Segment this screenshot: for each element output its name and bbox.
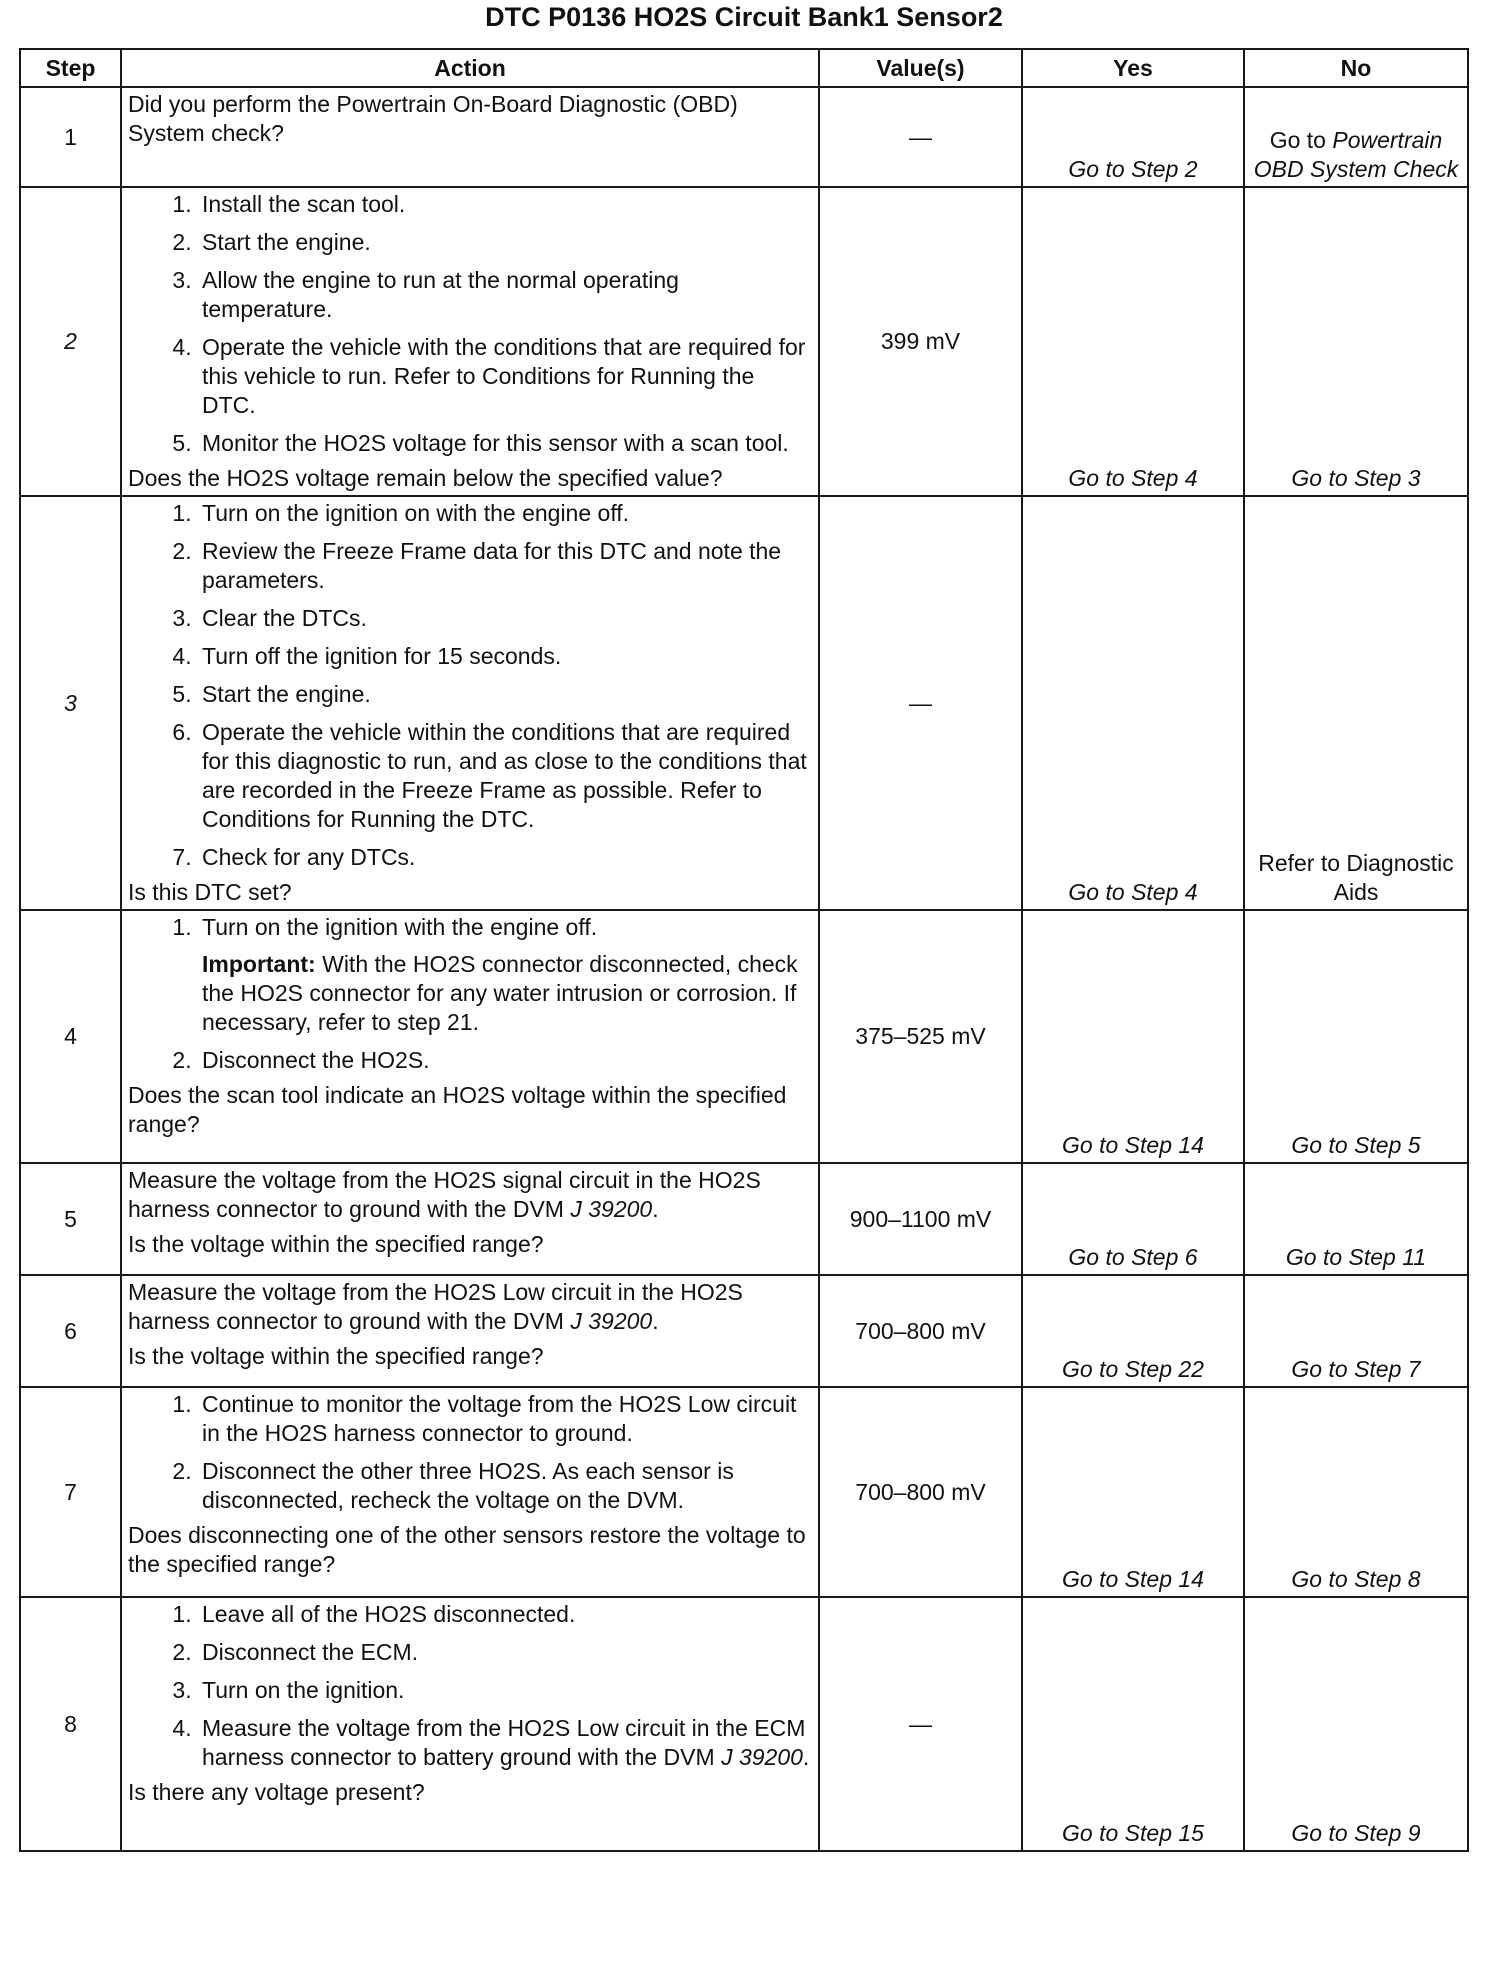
list-item-end: . <box>802 1744 810 1770</box>
yes-cell: Go to Step 22 <box>1022 1275 1244 1387</box>
header-step: Step <box>20 49 121 87</box>
no-cell <box>1244 87 1468 187</box>
instruction-list <box>128 190 812 458</box>
list-item: 3. Clear the DTCs. <box>198 604 812 633</box>
value-cell: 399 mV <box>819 187 1022 496</box>
yes-cell: Go to Step 15 <box>1022 1597 1244 1851</box>
action-cell <box>121 910 819 1163</box>
yes-cell: Go to Step 4 <box>1022 496 1244 910</box>
step-number: 2 <box>20 187 121 496</box>
instruction-list <box>128 1390 812 1515</box>
action-text-end: . <box>652 1308 659 1334</box>
diagnostic-table <box>19 48 1469 1852</box>
header-no: No <box>1244 49 1468 87</box>
tool-number: J 39200 <box>721 1744 803 1770</box>
yes-cell: Go to Step 2 <box>1022 87 1244 187</box>
action-cell <box>121 1163 819 1275</box>
question-text: Does the HO2S voltage remain below the specified value? <box>128 465 723 491</box>
action-cell <box>121 1387 819 1597</box>
question-text: Is the voltage within the specified range? <box>128 1343 544 1369</box>
step-number: 7 <box>20 1387 121 1597</box>
list-item: 7. Check for any DTCs. <box>198 843 812 872</box>
action-cell <box>121 1597 819 1851</box>
table-row <box>20 87 1468 187</box>
step-number: 8 <box>20 1597 121 1851</box>
tool-number: J 39200 <box>570 1196 653 1222</box>
list-item: 6. Operate the vehicle within the conditions that are required for this diagnostic to run, and as close to the conditions that are recorded in the Freeze Frame as possible. Refer to Conditions for Running the DTC. <box>198 718 812 834</box>
no-cell: Go to Step 8 <box>1244 1387 1468 1597</box>
list-item: 5. Monitor the HO2S voltage for this sensor with a scan tool. <box>198 429 812 458</box>
action-text: Did you perform the Powertrain On-Board Diagnostic (OBD) System check? <box>128 91 738 146</box>
list-item: 2. Disconnect the ECM. <box>198 1638 812 1667</box>
list-item: 5. Start the engine. <box>198 680 812 709</box>
question-text: Is this DTC set? <box>128 879 292 905</box>
yes-cell: Go to Step 6 <box>1022 1163 1244 1275</box>
action-cell <box>121 87 819 187</box>
value-cell: 375–525 mV <box>819 910 1022 1163</box>
action-text <box>128 1278 812 1336</box>
list-item: 4. Turn off the ignition for 15 seconds. <box>198 642 812 671</box>
table-row <box>20 496 1468 910</box>
instruction-list <box>128 1600 812 1772</box>
list-item: 2. Start the engine. <box>198 228 812 257</box>
list-item: 4. Operate the vehicle with the conditions that are required for this vehicle to run. Refer to Conditions for Running the DTC. <box>198 333 812 420</box>
tool-number: J 39200 <box>570 1308 653 1334</box>
list-item: 2. Review the Freeze Frame data for this DTC and note the parameters. <box>198 537 812 595</box>
no-text: Go to <box>1269 127 1333 153</box>
step-number: 4 <box>20 910 121 1163</box>
list-item: 1. Turn on the ignition on with the engine off. <box>198 499 812 528</box>
no-cell: Go to Step 3 <box>1244 187 1468 496</box>
value-cell: — <box>819 1597 1022 1851</box>
instruction-list <box>128 913 812 1075</box>
value-cell: 700–800 mV <box>819 1275 1022 1387</box>
no-cell: Go to Step 9 <box>1244 1597 1468 1851</box>
step-number: 1 <box>20 87 121 187</box>
question-text: Does disconnecting one of the other sensors restore the voltage to the specified range? <box>128 1522 806 1577</box>
header-row <box>20 49 1468 87</box>
table-row <box>20 1275 1468 1387</box>
table-row <box>20 1597 1468 1851</box>
action-cell <box>121 187 819 496</box>
action-text <box>128 1166 812 1224</box>
header-action: Action <box>121 49 819 87</box>
list-item: 2. Disconnect the HO2S. <box>198 1046 812 1075</box>
value-cell: — <box>819 87 1022 187</box>
list-item <box>198 913 812 1037</box>
value-cell: 700–800 mV <box>819 1387 1022 1597</box>
question-text: Is the voltage within the specified range? <box>128 1231 544 1257</box>
list-item: 1. Leave all of the HO2S disconnected. <box>198 1600 812 1629</box>
no-cell: Go to Step 7 <box>1244 1275 1468 1387</box>
instruction-list <box>128 499 812 872</box>
important-label: Important: <box>202 951 316 977</box>
page-title: DTC P0136 HO2S Circuit Bank1 Sensor2 <box>485 2 1003 32</box>
no-cell: Refer to Diagnostic Aids <box>1244 496 1468 910</box>
action-cell <box>121 1275 819 1387</box>
table-row <box>20 910 1468 1163</box>
list-item: 3. Turn on the ignition. <box>198 1676 812 1705</box>
header-yes: Yes <box>1022 49 1244 87</box>
question-text: Does the scan tool indicate an HO2S voltage within the specified range? <box>128 1082 787 1137</box>
no-cell: Go to Step 11 <box>1244 1163 1468 1275</box>
table-row <box>20 1387 1468 1597</box>
list-item <box>198 1714 812 1772</box>
step-number: 5 <box>20 1163 121 1275</box>
value-cell: 900–1100 mV <box>819 1163 1022 1275</box>
question-text: Is there any voltage present? <box>128 1779 425 1805</box>
list-item-text: Measure the voltage from the HO2S Low circuit in the ECM harness connector to battery ground with the DVM <box>202 1715 806 1770</box>
important-note <box>202 950 812 1037</box>
no-cell: Go to Step 5 <box>1244 910 1468 1163</box>
list-item: 3. Allow the engine to run at the normal operating temperature. <box>198 266 812 324</box>
list-item-text: Turn on the ignition with the engine off. <box>202 914 598 940</box>
yes-cell: Go to Step 14 <box>1022 910 1244 1163</box>
value-cell: — <box>819 496 1022 910</box>
action-text-main: Measure the voltage from the HO2S signal circuit in the HO2S harness connector to ground with the DVM <box>128 1167 761 1222</box>
action-text-end: . <box>652 1196 659 1222</box>
header-value: Value(s) <box>819 49 1022 87</box>
yes-cell: Go to Step 14 <box>1022 1387 1244 1597</box>
yes-cell: Go to Step 4 <box>1022 187 1244 496</box>
action-cell <box>121 496 819 910</box>
list-item: 1. Install the scan tool. <box>198 190 812 219</box>
table-row <box>20 187 1468 496</box>
list-item: 2. Disconnect the other three HO2S. As each sensor is disconnected, recheck the voltage on the DVM. <box>198 1457 812 1515</box>
action-text-main: Measure the voltage from the HO2S Low circuit in the HO2S harness connector to ground with the DVM <box>128 1279 743 1334</box>
no-link-text: Powertrain OBD System Check <box>1253 127 1459 182</box>
step-number: 3 <box>20 496 121 910</box>
list-item: 1. Continue to monitor the voltage from the HO2S Low circuit in the HO2S harness connector to ground. <box>198 1390 812 1448</box>
table-row <box>20 1163 1468 1275</box>
important-text: With the HO2S connector disconnected, check the HO2S connector for any water intrusion or corrosion. If necessary, refer to step 21. <box>202 951 798 1035</box>
step-number: 6 <box>20 1275 121 1387</box>
